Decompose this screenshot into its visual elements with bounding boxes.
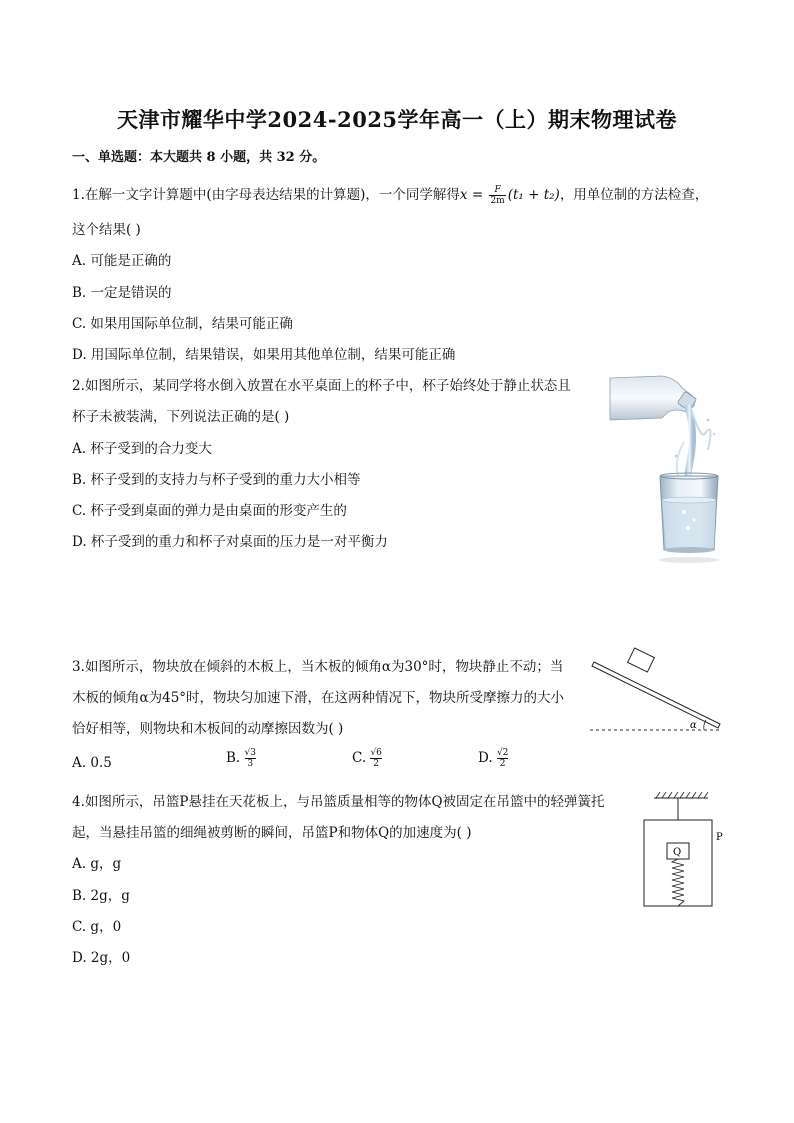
q3-option-c-den: 2 [373, 759, 380, 769]
q3-option-d-label: D. [478, 750, 493, 766]
incline-board [592, 662, 720, 728]
q1-option-a[interactable]: A. 可能是正确的 [72, 253, 172, 269]
q4-option-d[interactable]: D. 2g，0 [72, 950, 131, 966]
q1-stem-b: ，用单位制的方法检查， [559, 187, 709, 203]
q3-option-d-den: 2 [499, 759, 506, 769]
block-icon [628, 648, 655, 672]
q3-option-b-label: B. [226, 750, 241, 766]
q2-option-b[interactable]: B. 杯子受到的支持力与杯子受到的重力大小相等 [72, 472, 361, 488]
q1-stem-line1 [72, 183, 708, 206]
ceiling-hatch [656, 792, 708, 798]
q3-option-d[interactable] [478, 748, 508, 769]
q3-option-d-fraction [497, 748, 508, 769]
label-q: Q [673, 847, 682, 858]
q1-option-d[interactable]: D. 用国际单位制，结果错误，如果用其他单位制，结果可能正确 [72, 347, 456, 363]
q1-formula-x: x = [459, 187, 488, 203]
q4-stem-b: 起，当悬挂吊篮的细绳被剪断的瞬间，吊篮P和物体Q的加速度为( ) [72, 825, 472, 841]
q1-formula-den: 2m [490, 196, 505, 206]
q3-option-b-den: 3 [247, 759, 254, 769]
q1-stem-c: 这个结果( ) [72, 222, 141, 238]
q3-stem-c: 恰好相等，则物块和木板间的动摩擦因数为( ) [72, 721, 344, 737]
q2-option-c[interactable]: C. 杯子受到桌面的弹力是由桌面的形变产生的 [72, 503, 347, 519]
q1-stem-a: 1.在解一文字计算题中(由字母表达结果的计算题)，一个同学解得 [72, 187, 460, 203]
q3-option-b-fraction [245, 748, 256, 769]
q1-formula-fraction [489, 185, 505, 206]
q1-formula-tail: (t₁ + t₂) [507, 187, 560, 203]
q3-option-c[interactable] [352, 748, 382, 769]
q3-stem-a: 3.如图所示，物块放在倾斜的木板上，当木板的倾角α为30°时，物块静止不动；当 [72, 659, 564, 675]
q1-option-b[interactable]: B. 一定是错误的 [72, 285, 172, 301]
q3-option-b[interactable] [226, 748, 256, 769]
basket-figure [636, 790, 726, 912]
section-heading: 一、单选题：本大题共 8 小题，共 32 分。 [72, 150, 326, 165]
q1-option-c[interactable]: C. 如果用国际单位制，结果可能正确 [72, 316, 293, 332]
q2-stem-b: 杯子未被装满，下列说法正确的是( ) [72, 409, 290, 425]
page-title: 天津市耀华中学2024-2025学年高一（上）期末物理试卷 [116, 107, 678, 132]
q3-option-c-num: √6 [370, 748, 382, 758]
q1-formula-num: F [489, 185, 505, 196]
q4-option-b[interactable]: B. 2g，g [72, 888, 130, 904]
angle-label: α [690, 720, 697, 731]
label-p: P [716, 832, 723, 843]
q3-option-c-fraction [370, 748, 381, 769]
q4-stem-a: 4.如图所示，吊篮P悬挂在天花板上，与吊篮质量相等的物体Q被固定在吊篮中的轻弹簧托 [72, 794, 605, 810]
q3-stem-b: 木板的倾角α为45°时，物块匀加速下滑，在这两种情况下，物块所受摩擦力的大小 [72, 690, 565, 706]
q2-stem-a: 2.如图所示，某同学将水倒入放置在水平桌面上的杯子中，杯子始终处于静止状态且 [72, 378, 571, 394]
q4-option-c[interactable]: C. g，0 [72, 919, 122, 935]
incline-figure [590, 648, 726, 738]
q2-option-d[interactable]: D. 杯子受到的重力和杯子对桌面的压力是一对平衡力 [72, 534, 388, 550]
q3-option-a[interactable]: A. 0.5 [72, 755, 112, 771]
q2-option-a[interactable]: A. 杯子受到的合力变大 [72, 441, 212, 457]
q4-option-a[interactable]: A. g，g [72, 856, 122, 872]
q3-option-b-num: √3 [244, 748, 256, 758]
q3-option-c-label: C. [352, 750, 367, 766]
water-pouring-figure [610, 372, 722, 564]
q3-option-d-num: √2 [496, 748, 509, 758]
